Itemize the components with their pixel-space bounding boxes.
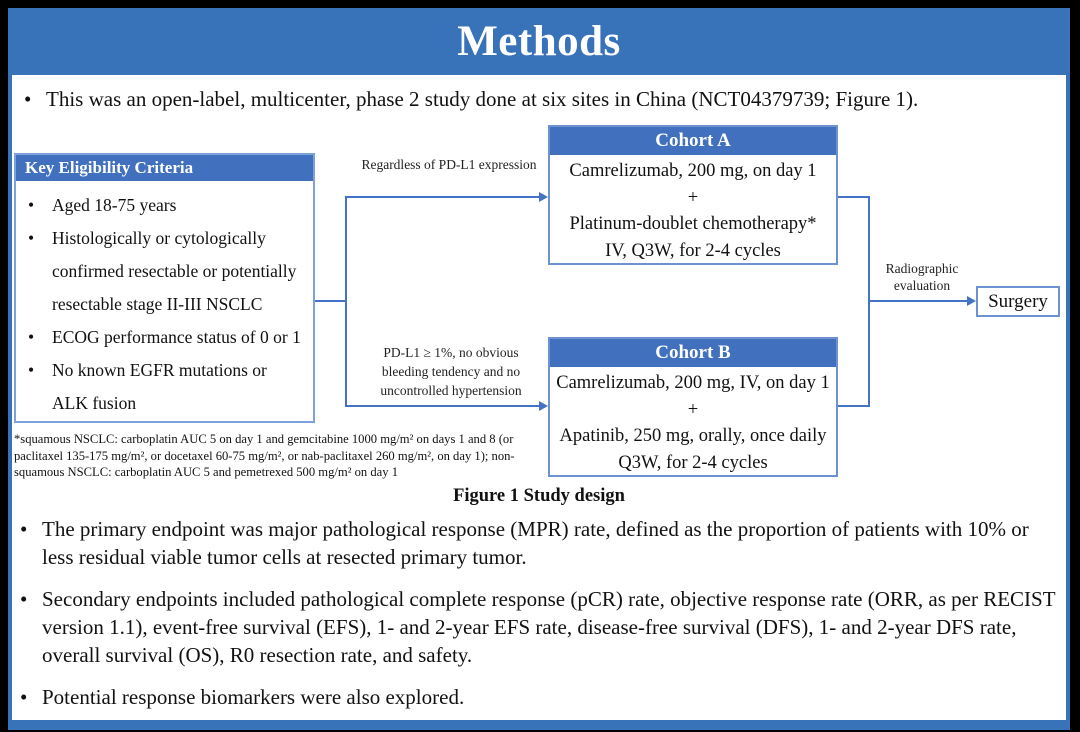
branch-top-label: Regardless of PD-L1 expression bbox=[361, 157, 537, 172]
eligibility-item bbox=[28, 354, 303, 420]
endpoint-bullet bbox=[20, 515, 1058, 571]
cohort-a-line: IV, Q3W, for 2-4 cycles bbox=[605, 240, 781, 261]
connector-stem-line bbox=[315, 300, 345, 302]
connector-branch-line bbox=[345, 196, 347, 406]
chemo-footnote: *squamous NSCLC: carboplatin AUC 5 on day 1 and gemcitabine 1000 mg/m² on days 1 and 8 (or paclitaxel 135-175 mg/m², or docetaxel 60-75 mg/m², or nab-paclitaxel 260 mg/m², on day 1); non-squamous NSCLC: carboplatin AUC 5 and pemetrexed 500 mg/m² on day 1 bbox=[14, 432, 515, 479]
connector-to-surgery bbox=[868, 300, 967, 302]
bullet-glyph: • bbox=[20, 517, 28, 541]
bullet-glyph: • bbox=[28, 228, 35, 248]
connector-from-cohort-b bbox=[838, 405, 868, 407]
eligibility-list bbox=[16, 181, 313, 420]
cohort-a-body bbox=[550, 155, 836, 264]
eligibility-criteria-box bbox=[14, 153, 315, 423]
title-banner bbox=[8, 8, 1070, 75]
figure-caption: Figure 1 Study design bbox=[453, 486, 625, 506]
cohort-b-line: + bbox=[687, 399, 699, 420]
cohort-a-line: Platinum-doublet chemotherapy* bbox=[569, 214, 817, 234]
endpoint-bullet bbox=[20, 683, 1058, 711]
endpoint-bullet-text: The primary endpoint was major pathological response (MPR) rate, defined as the proportion of patients with 10% or less residual viable tumor cells at resected primary tumor. bbox=[42, 517, 1029, 569]
cohort-b-box bbox=[548, 337, 838, 477]
cohort-a-box bbox=[548, 125, 838, 265]
endpoint-bullet-text: Potential response biomarkers were also explored. bbox=[42, 685, 465, 709]
arrowhead-cohort-a bbox=[539, 192, 548, 202]
arrowhead-cohort-b bbox=[539, 401, 548, 411]
eligibility-item-text: No known EGFR mutations or ALK fusion bbox=[52, 360, 267, 413]
connector-to-cohort-b bbox=[345, 405, 539, 407]
arrowhead-surgery bbox=[967, 296, 976, 306]
cohort-b-header: Cohort B bbox=[550, 339, 836, 367]
methods-slide bbox=[8, 8, 1070, 730]
eligibility-item bbox=[28, 222, 303, 321]
cohort-a-line: + bbox=[687, 187, 699, 208]
cohort-a-header: Cohort A bbox=[550, 127, 836, 155]
endpoint-bullets bbox=[20, 515, 1058, 725]
eligibility-item-text: Histologically or cytologically confirmed resectable or potentially resectable stage II-III NSCLC bbox=[52, 228, 297, 314]
eligibility-item-text: ECOG performance status of 0 or 1 bbox=[52, 327, 301, 347]
intro-bullet bbox=[24, 86, 1054, 113]
surgery-box: Surgery bbox=[976, 286, 1060, 317]
connector-from-cohort-a bbox=[838, 196, 868, 198]
cohort-b-body bbox=[550, 367, 836, 476]
eligibility-item-text: Aged 18-75 years bbox=[52, 195, 177, 215]
cohort-b-line: Apatinib, 250 mg, orally, once daily bbox=[559, 426, 827, 446]
bullet-glyph: • bbox=[28, 195, 35, 215]
page-title: Methods bbox=[457, 18, 621, 65]
bullet-glyph: • bbox=[28, 327, 35, 347]
endpoint-bullet-text: Secondary endpoints included pathological complete response (pCR) rate, objective response rate (ORR, as per RECIST version 1.1), event-free survival (EFS), 1- and 2-year EFS rate, disease-free survival (DFS), 1- and 2-year DFS rate, overall survival (OS), R0 resection rate, and safety. bbox=[42, 587, 1056, 667]
cohort-b-line: Camrelizumab, 200 mg, IV, on day 1 bbox=[556, 373, 830, 393]
eligibility-item bbox=[28, 189, 303, 222]
eligibility-header: Key Eligibility Criteria bbox=[16, 155, 313, 181]
cohort-a-line: Camrelizumab, 200 mg, on day 1 bbox=[569, 161, 817, 181]
bullet-glyph: • bbox=[24, 87, 32, 111]
cohort-b-line: Q3W, for 2-4 cycles bbox=[618, 452, 768, 473]
connector-to-cohort-a bbox=[345, 196, 539, 198]
radiographic-label: Radiographic evaluation bbox=[885, 261, 959, 293]
bullet-glyph: • bbox=[20, 587, 28, 611]
bullet-glyph: • bbox=[28, 360, 35, 380]
eligibility-item bbox=[28, 321, 303, 354]
bullet-glyph: • bbox=[20, 685, 28, 709]
bottom-accent-bar bbox=[8, 720, 1070, 730]
intro-bullet-text: This was an open-label, multicenter, phase 2 study done at six sites in China (NCT04379739; Figure 1). bbox=[46, 87, 919, 111]
endpoint-bullet bbox=[20, 585, 1058, 669]
branch-bottom-label: PD-L1 ≥ 1%, no obvious bleeding tendency and no uncontrolled hypertension bbox=[380, 345, 522, 398]
